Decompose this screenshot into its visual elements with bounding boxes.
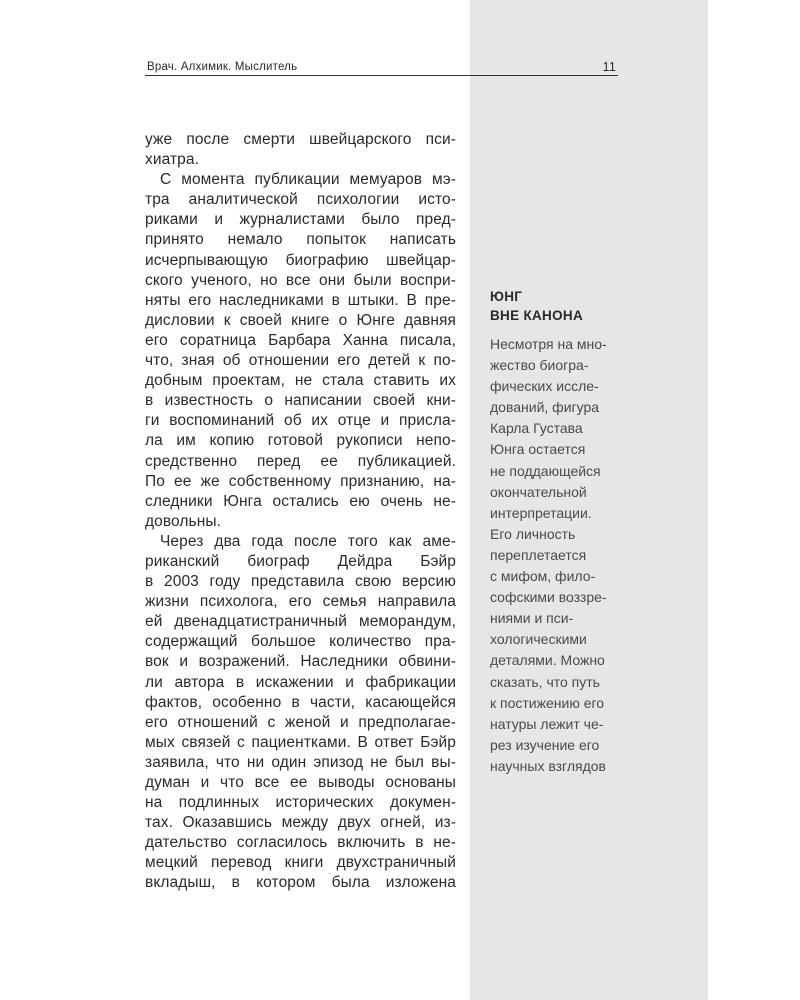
text-line: в известность о написании своей кни- [145,392,456,410]
text-line: вок и возражений. Наследники обвини- [145,653,456,671]
text-line: его отношений с женой и предполагае- [145,713,456,731]
text-line: мецкий перевод книги двухстраничный [145,854,456,872]
text-line: содержащий большое количество пра- [145,633,456,651]
text-line: на подлинных исторических докумен- [145,794,456,812]
sidebar-text [490,334,625,777]
sidebar-text-line: Карла Густава [490,420,583,437]
sidebar-text-line: ниями и пси- [490,610,574,627]
sidebar-text-line: хологическими [490,631,587,648]
sidebar-heading-line: ВНЕ КАНОНА [490,308,583,323]
text-line: жизни психолога, его семья направила [145,593,456,611]
text-line: уже после смерти швейцарского пси- [145,131,456,148]
text-line: дательство согласилось включить в не- [145,834,456,852]
sidebar-text-line: Юнга остается [490,441,586,458]
sidebar-text-line: жество биогра- [490,357,589,374]
sidebar-text-line: интерпретации. [490,504,592,521]
text-line: По ее же собственному признанию, на- [145,472,456,490]
main-text-column [145,130,456,894]
text-line: ского ученого, но все они были воспри- [145,271,456,289]
text-line: ли автора в искажении и фабрикации [145,673,456,691]
page-number: 11 [602,60,616,74]
text-line: риканский биограф Дейдра Бэйр [145,552,456,570]
sidebar-text-line: сказать, что путь [490,673,600,690]
text-line: фактов, особенно в части, касающейся [145,693,456,711]
sidebar-box [490,287,625,777]
sidebar-text-line: софскими воззре- [490,589,607,606]
text-line: думан и что все ее выводы основаны [145,774,456,791]
sidebar-text-line: к постижению его [490,694,605,711]
sidebar-text-line: рез изучение его [490,736,600,753]
text-line: довольны. [145,512,222,530]
sidebar-text-line: с мифом, фило- [490,568,596,585]
text-line: средственно перед ее публикацией. [145,452,456,470]
text-line: риками и журналистами было пред- [145,211,456,229]
text-line: дисловии к своей книге о Юнге давняя [145,311,456,329]
text-line: что, зная об отношении его детей к по- [145,352,456,370]
text-line: заявила, что ни один эпизод не был вы- [145,753,456,771]
sidebar-heading-line: ЮНГ [490,289,523,304]
sidebar-heading [490,287,625,325]
sidebar-text-line: Несмотря на мно- [490,336,607,352]
text-line: тра аналитической психологии исто- [145,191,456,209]
text-line: следники Юнга остались ею очень не- [145,492,456,510]
sidebar-text-line: окончательной [490,483,587,500]
text-line: его соратница Барбара Ханна писала, [145,331,456,349]
text-line: С момента публикации мемуаров мэ- [160,171,456,189]
text-line: мых связей с пациентками. В ответ Бэйр [145,733,456,751]
sidebar-text-line: Его личность [490,525,576,542]
sidebar-text-line: дований, фигура [490,399,600,416]
running-header [145,60,618,76]
sidebar-text-line: фических иссле- [490,378,599,395]
running-title: Врач. Алхимик. Мыслитель [147,61,298,73]
text-line: ей двенадцатистраничный меморандум, [145,613,456,631]
text-line: ги воспоминаний об их отце и присла- [145,412,456,430]
text-line: хиатра. [145,151,200,169]
sidebar-text-line: не поддающейся [490,462,601,479]
sidebar-text-line: переплетается [490,546,587,563]
text-line: добным проектам, не стала ставить их [145,372,456,390]
text-line: принято немало попыток написать [145,231,456,249]
text-line: исчерпывающую биографию швейцар- [145,251,456,269]
sidebar-text-line: натуры лежит че- [490,715,604,732]
sidebar-text-line: научных взглядов [490,757,606,774]
text-line: няты его наследниками в штыки. В пре- [145,291,456,309]
sidebar-text-line: деталями. Можно [490,652,605,669]
text-line: вкладыш, в котором была изложена [145,874,456,892]
text-line: тах. Оказавшись между двух огней, из- [145,814,456,832]
text-line: ла им копию готовой рукописи непо- [145,432,456,450]
text-line: в 2003 году представила свою версию [145,573,456,591]
text-line: Через два года после того как аме- [160,532,456,550]
